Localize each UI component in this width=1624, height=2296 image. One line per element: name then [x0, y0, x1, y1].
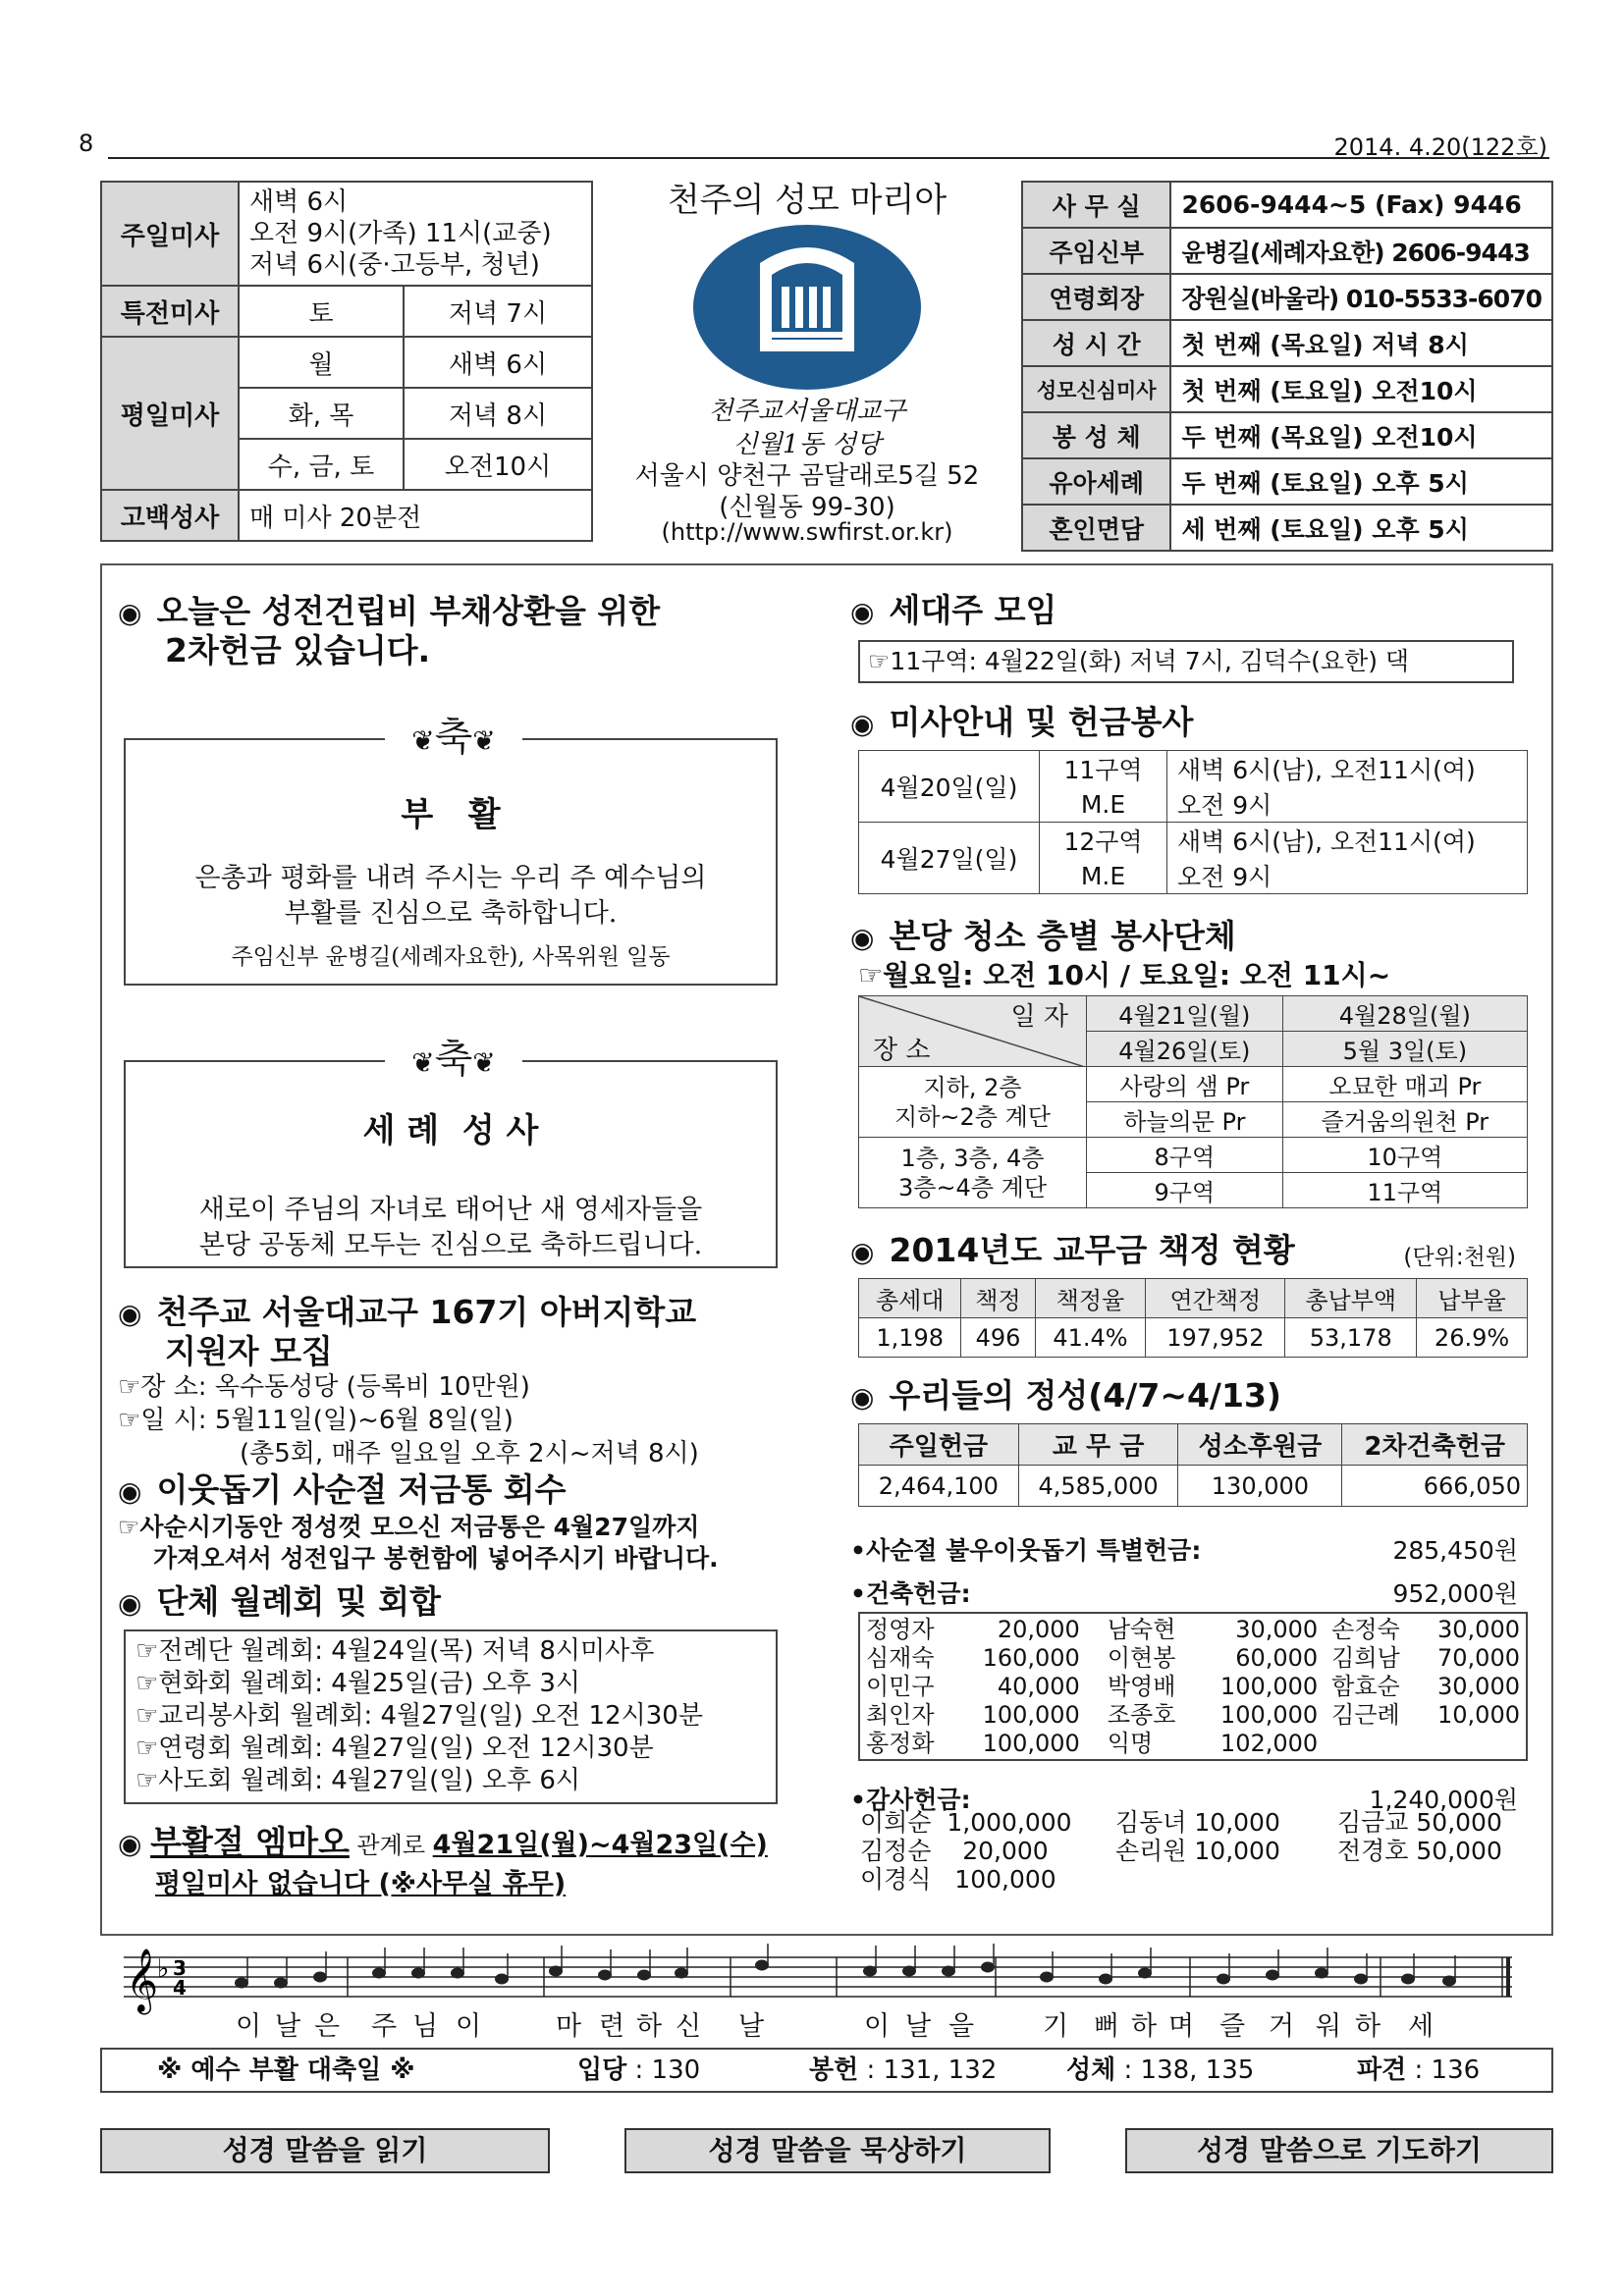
- piggy-line2: 가져오셔서 성전입구 봉헌함에 넣어주시기 바랍니다.: [153, 1544, 719, 1573]
- lyric-syllable: 주: [371, 2011, 398, 2042]
- piggy-bank-section: ◉ 이웃돕기 사순절 저금통 회수 ☞사순시기동안 정성껏 모으신 저금통은 4월27일까지 가져오셔서 성전입구 봉헌함에 넣어주시기 바랍니다.: [118, 1470, 825, 1575]
- groups-title: 단체 월례회 및 회합: [156, 1582, 441, 1621]
- church-address: 서울시 양천구 곰달래로5길 52: [634, 461, 980, 491]
- place-line: 1층, 3층, 4층: [900, 1144, 1045, 1172]
- hymn-dismissal: [1357, 2050, 1480, 2091]
- thanks-donors-table: [860, 1808, 1528, 1894]
- offering-value: 130,000: [1178, 1466, 1342, 1507]
- piggy-line1: ☞사순시기동안 정성껏 모으신 저금통은 4월27일까지: [118, 1513, 700, 1541]
- sunday-line: 오전 9시(가족) 11시(교중): [249, 219, 552, 248]
- place-line: 지하~2층 계단: [894, 1102, 1051, 1131]
- chuk-text: 축: [434, 715, 473, 760]
- piggy-title: 이웃돕기 사순절 저금통 회수: [156, 1470, 567, 1509]
- thanks-row: [860, 1865, 1528, 1894]
- lyric-syllable: 세: [1408, 2011, 1435, 2042]
- meeting-item: ☞연령회 월례회: 4월27일(일) 오전 12시30분: [135, 1734, 654, 1763]
- special-mass-day: 토: [239, 286, 404, 337]
- church-logo: [691, 224, 923, 391]
- clean-cell: 8구역: [1087, 1138, 1283, 1173]
- lyric-syllable: 님: [412, 2011, 439, 2042]
- thanks-entry: 손리원 10,000: [1115, 1837, 1280, 1865]
- donor-amount: 20,000: [997, 1616, 1080, 1643]
- office-value: 첫 번째 (토요일) 오전10시: [1170, 366, 1552, 412]
- dues-value: 41.4%: [1035, 1318, 1146, 1358]
- weekday-day: 월: [239, 337, 404, 388]
- serve-group: M.E: [1040, 858, 1167, 894]
- feast-title: ※ 예수 부활 대축일 ※: [157, 2056, 415, 2085]
- building-offering-value: 952,000원: [1392, 1579, 1518, 1608]
- lyric-syllable: 이: [236, 2011, 262, 2042]
- serve-group: M.E: [1040, 786, 1167, 823]
- lyric-syllable: 하: [1355, 2011, 1381, 2042]
- donor-row: [866, 1730, 1520, 1758]
- emmaus-line2: 평일미사 없습니다 (※사무실 휴무): [155, 1869, 567, 1899]
- dues-value: 197,952: [1146, 1318, 1285, 1358]
- office-value: 두 번째 (토요일) 오후 5시: [1170, 458, 1552, 505]
- music-staff: [114, 1944, 1516, 2042]
- sunday-mass-label: 주일미사: [101, 182, 239, 286]
- office-value: 두 번째 (목요일) 오전10시: [1170, 412, 1552, 458]
- time-sig-top: 3: [173, 1956, 187, 1980]
- group-meetings-box: [124, 1629, 778, 1804]
- meeting-item: ☞현화회 월례회: 4월25일(금) 오후 3시: [135, 1669, 580, 1698]
- lyric-syllable: 하: [1131, 2011, 1158, 2042]
- communion-value: : 138, 135: [1115, 2056, 1255, 2085]
- donor-amount: 40,000: [997, 1673, 1080, 1700]
- cleaning-table: [858, 995, 1528, 1208]
- note-head: [903, 1966, 916, 1976]
- group-meetings-title: ◉ 단체 월례회 및 회합: [118, 1582, 441, 1621]
- building-donors-table: [866, 1616, 1520, 1758]
- dues-value: 53,178: [1285, 1318, 1417, 1358]
- clean-cell: 하늘의문 Pr: [1087, 1102, 1283, 1138]
- thanks-entry: 김동녀 10,000: [1115, 1808, 1280, 1837]
- offering-header: 2차건축헌금: [1342, 1424, 1528, 1466]
- donor-amount: 100,000: [982, 1730, 1080, 1757]
- dues-header: 책정율: [1035, 1279, 1146, 1318]
- clean-cell: 사랑의 샘 Pr: [1087, 1067, 1283, 1102]
- clean-cell: 9구역: [1087, 1173, 1283, 1208]
- thanks-entry: [1337, 1865, 1528, 1894]
- thanks-entry: 이경식 100,000: [860, 1865, 1056, 1894]
- offering-value: 2,464,100: [859, 1466, 1019, 1507]
- clean-cell: 10구역: [1282, 1138, 1527, 1173]
- note-head: [452, 1968, 464, 1978]
- donor-amount: 30,000: [1437, 1616, 1520, 1643]
- lyric-syllable: 며: [1168, 2011, 1195, 2042]
- lyric-syllable: 기: [1043, 2011, 1069, 2042]
- laurel-left-icon: ❦: [411, 724, 435, 757]
- donor-name: 최인자: [866, 1701, 935, 1729]
- sunday-mass-times: [239, 182, 592, 286]
- note-head: [275, 1978, 288, 1988]
- cleaning-subtitle: ☞월요일: 오전 10시 / 토요일: 오전 11시~: [858, 959, 1391, 991]
- donor-name: 이민구: [866, 1673, 935, 1700]
- lyric-syllable: 이: [456, 2011, 482, 2042]
- offering-table: [858, 1423, 1528, 1507]
- weekday-time: 오전10시: [404, 439, 592, 490]
- serve-date: 4월20일(일): [859, 751, 1040, 823]
- easter-line2: 부활를 진심으로 축하합니다.: [284, 898, 618, 929]
- corner-top: 일 자: [1010, 1002, 1068, 1032]
- donor-name: 손정숙: [1331, 1616, 1400, 1643]
- dues-header: 납부율: [1417, 1279, 1528, 1318]
- donor-name: 이현봉: [1107, 1644, 1176, 1672]
- office-label: 유아세례: [1022, 458, 1170, 505]
- lyric-syllable: 날: [905, 2011, 932, 2042]
- entrance-value: : 130: [626, 2056, 701, 2085]
- serve-time: 새벽 6시(남), 오전11시(여): [1167, 823, 1528, 859]
- clean-place: [859, 1067, 1087, 1138]
- place-line: 3층~4층 계단: [897, 1173, 1047, 1201]
- household-meeting-box: ☞11구역: 4월22일(화) 저녁 7시, 김덕수(요한) 댁: [858, 640, 1514, 683]
- lent-offering-label: •사순절 불우이웃돕기 특별헌금:: [850, 1536, 1202, 1565]
- cleaning-title: ◉ 본당 청소 층별 봉사단체: [850, 917, 1236, 955]
- lyric-syllable: 즐: [1219, 2011, 1246, 2042]
- lent-offering-value: 285,450원: [1392, 1536, 1518, 1565]
- entrance-label: 입당: [577, 2056, 627, 2085]
- note-head: [638, 1970, 651, 1980]
- chuk-emblem: [385, 713, 522, 766]
- note-head: [314, 1972, 327, 1982]
- note-head: [236, 1978, 248, 1988]
- note-head: [550, 1966, 563, 1976]
- offering-value: 666,050: [1342, 1466, 1528, 1507]
- chuk-emblem: [385, 1035, 522, 1088]
- donor-row: [866, 1616, 1520, 1644]
- office-label: 성모신심미사: [1022, 366, 1170, 412]
- note-head: [982, 1962, 995, 1972]
- dismissal-label: 파견: [1357, 2056, 1407, 2085]
- clean-head: 4월28일(월): [1282, 996, 1527, 1032]
- donor-name: 김근례: [1331, 1701, 1400, 1729]
- note-head: [373, 1968, 386, 1978]
- church-parish: 신월1동 성당: [732, 430, 882, 459]
- hymn-communion: [1066, 2050, 1254, 2091]
- clean-cell: 11구역: [1282, 1173, 1527, 1208]
- school-place: ☞장 소: 옥수동성당 (등록비 10만원): [118, 1372, 530, 1402]
- dues-title: ◉ 2014년도 교무금 책정 현황: [850, 1231, 1295, 1269]
- note-head: [1402, 1974, 1415, 1984]
- pray-bible-button[interactable]: 성경 말씀으로 기도하기: [1125, 2128, 1553, 2173]
- clean-head: 4월21일(월): [1087, 996, 1283, 1032]
- easter-line1: 은총과 평화를 내려 주시는 우리 주 예수님의: [194, 863, 707, 893]
- building-offering-label: •건축헌금:: [850, 1579, 971, 1608]
- note-head: [496, 1974, 509, 1984]
- meditate-bible-button[interactable]: 성경 말씀을 묵상하기: [624, 2128, 1051, 2173]
- thanks-offering-value: 1,240,000원: [1369, 1786, 1518, 1814]
- serve-title: 미사안내 및 헌금봉사: [889, 703, 1194, 741]
- donor-name: 심재숙: [866, 1644, 935, 1672]
- lyric-syllable: 날: [275, 2011, 301, 2042]
- place-line: 지하, 2층: [923, 1073, 1022, 1101]
- special-mass-label: 특전미사: [101, 286, 239, 337]
- thanks-row: [860, 1808, 1528, 1837]
- church-title: 천주의 성모 마리아: [667, 181, 947, 220]
- lyric-syllable: 을: [948, 2011, 975, 2042]
- serve-date: 4월27일(일): [859, 823, 1040, 894]
- note-head: [1100, 1974, 1112, 1984]
- donor-row: [866, 1644, 1520, 1673]
- note-head: [1139, 1968, 1152, 1978]
- office-label: 봉 성 체: [1022, 412, 1170, 458]
- office-value: 첫 번째 (목요일) 저녁 8시: [1170, 320, 1552, 366]
- clean-place: [859, 1138, 1087, 1208]
- donor-name: 남숙현: [1107, 1616, 1176, 1643]
- hymn-bar: [100, 2048, 1553, 2093]
- easter-sign: 주임신부 윤병길(세례자요한), 사목위원 일동: [231, 944, 671, 970]
- office-label: 주임신부: [1022, 228, 1170, 274]
- weekday-time: 새벽 6시: [404, 337, 592, 388]
- thanks-entry: 김금교 50,000: [1337, 1808, 1502, 1837]
- thanks-entry: 이희순 1,000,000: [860, 1808, 1072, 1837]
- office-value: 윤병길(세례자요한) 2606-9443: [1170, 228, 1552, 274]
- read-bible-button[interactable]: 성경 말씀을 읽기: [100, 2128, 550, 2173]
- offering-title-text: 우리들의 정성(4/7~4/13): [889, 1376, 1281, 1415]
- donor-amount: 30,000: [1437, 1673, 1520, 1700]
- hymn-entrance: [577, 2050, 700, 2091]
- office-info-table: [1021, 181, 1553, 552]
- notice-second-collection: ◉ 오늘은 성전건립비 부채상환을 위한 2차헌금 있습니다.: [118, 593, 805, 669]
- note-head: [1267, 1970, 1279, 1980]
- special-mass-time: 저녁 7시: [404, 286, 592, 337]
- school-date2: (총5회, 매주 일요일 오후 2시~저녁 8시): [240, 1439, 699, 1468]
- confession-text: 매 미사 20분전: [239, 490, 592, 541]
- donor-name: [1331, 1730, 1417, 1758]
- meeting-item: ☞사도회 월례회: 4월27일(일) 오후 6시: [135, 1766, 580, 1795]
- lyric-syllable: 이: [864, 2011, 891, 2042]
- note-head: [676, 1968, 688, 1978]
- thanks-offering-label: •감사헌금:: [850, 1786, 971, 1814]
- laurel-right-icon: ❦: [472, 724, 496, 757]
- offertory-label: 봉헌: [809, 2056, 859, 2085]
- weekday-day: 화, 목: [239, 388, 404, 439]
- note-head: [943, 1966, 955, 1976]
- office-value: 장원실(바울라) 010-5533-6070: [1170, 274, 1552, 320]
- donor-amount: 70,000: [1437, 1644, 1520, 1672]
- emmaus-title: 부활절 엠마오: [150, 1823, 350, 1861]
- meeting-title: 세대주 모임: [889, 591, 1057, 629]
- dues-table: [858, 1278, 1528, 1358]
- thanks-entry: [1115, 1865, 1337, 1894]
- donor-amount: 30,000: [1235, 1616, 1319, 1643]
- donor-amount: 100,000: [1219, 1673, 1319, 1700]
- offering-title: ◉ 우리들의 정성(4/7~4/13): [850, 1376, 1281, 1415]
- emmaus-mid: 관계로: [349, 1832, 433, 1859]
- donor-name: 박영배: [1107, 1673, 1176, 1700]
- donor-amount: 100,000: [1219, 1701, 1319, 1729]
- note-head: [599, 1970, 612, 1980]
- offering-header: 성소후원금: [1178, 1424, 1342, 1466]
- donor-amount: [1417, 1730, 1520, 1758]
- lyric-syllable: 뻐: [1094, 2011, 1120, 2042]
- donor-amount: 100,000: [982, 1701, 1080, 1729]
- thanks-row: [860, 1837, 1528, 1865]
- dues-value: 496: [961, 1318, 1035, 1358]
- donor-name: 함효순: [1331, 1673, 1400, 1700]
- lyric-syllable: 거: [1269, 2011, 1295, 2042]
- office-label: 연령회장: [1022, 274, 1170, 320]
- donor-name: 조종호: [1107, 1701, 1176, 1729]
- lyric-syllable: 날: [738, 2011, 765, 2042]
- lyric-syllable: 은: [314, 2011, 341, 2042]
- offering-header: 주일헌금: [859, 1424, 1019, 1466]
- clean-head: 5월 3일(토): [1282, 1032, 1527, 1067]
- note-head: [1218, 1974, 1230, 1984]
- school-date: ☞일 시: 5월11일(일)~6월 8일(일): [118, 1406, 514, 1435]
- office-label: 혼인면담: [1022, 505, 1170, 551]
- serve-group: 11구역: [1040, 751, 1167, 787]
- household-meeting-title: ◉ 세대주 모임: [850, 591, 1057, 629]
- dues-header: 총세대: [859, 1279, 961, 1318]
- communion-label: 성체: [1066, 2056, 1116, 2085]
- clean-cell: 오묘한 매괴 Pr: [1282, 1067, 1527, 1102]
- donor-amount: 60,000: [1235, 1644, 1319, 1672]
- office-value: 세 번째 (토요일) 오후 5시: [1170, 505, 1552, 551]
- building-donors-box: [858, 1612, 1528, 1761]
- office-value: 2606-9444~5 (Fax) 9446: [1170, 182, 1552, 228]
- laurel-right-icon: ❦: [472, 1046, 496, 1079]
- weekday-mass-label: 평일미사: [101, 337, 239, 490]
- meeting-item: ☞교리봉사회 월례회: 4월27일(일) 오전 12시30분: [135, 1701, 703, 1731]
- laurel-left-icon: ❦: [411, 1046, 435, 1079]
- confession-label: 고백성사: [101, 490, 239, 541]
- dues-header: 연간책정: [1146, 1279, 1285, 1318]
- baptism-line1: 새로이 주님의 자녀로 태어난 새 영세자들을: [198, 1195, 703, 1225]
- serve-group: 12구역: [1040, 823, 1167, 859]
- office-label: 성 시 간: [1022, 320, 1170, 366]
- offering-value: 4,585,000: [1018, 1466, 1178, 1507]
- lyric-syllable: 신: [676, 2011, 702, 2042]
- emmaus-dates: 4월21일(월)~4월23일(수): [432, 1830, 768, 1860]
- lyric-syllable: 마: [556, 2011, 582, 2042]
- church-address-old: (신월동 99-30): [719, 493, 895, 522]
- baptism-card: [124, 1037, 778, 1268]
- church-website: (http://www.swfirst.or.kr): [661, 518, 953, 546]
- easter-card: [124, 715, 778, 986]
- notice-line: 2차헌금 있습니다.: [165, 631, 431, 669]
- note-head: [1443, 1976, 1456, 1986]
- serve-time: 새벽 6시(남), 오전11시(여): [1167, 751, 1528, 787]
- donor-row: [866, 1701, 1520, 1730]
- clean-corner: [859, 996, 1087, 1067]
- note-head: [864, 1966, 877, 1976]
- weekday-time: 저녁 8시: [404, 388, 592, 439]
- baptism-line2: 본당 공동체 모두는 진심으로 축하드립니다.: [198, 1230, 703, 1260]
- dues-header: 책정: [961, 1279, 1035, 1318]
- thanks-entry: 전경호 50,000: [1337, 1837, 1502, 1865]
- school-title2: 지원자 모집: [165, 1332, 333, 1370]
- issue-date: 2014. 4.20(122호): [1333, 133, 1547, 161]
- sunday-line: 저녁 6시(중·고등부, 청년): [249, 250, 540, 280]
- church-diocese: 천주교서울대교구: [708, 397, 906, 426]
- donor-row: [866, 1673, 1520, 1701]
- dues-value: 26.9%: [1417, 1318, 1528, 1358]
- donor-name: 홍정화: [866, 1730, 935, 1757]
- note-head: [1355, 1974, 1368, 1984]
- lyric-syllable: 련: [599, 2011, 625, 2042]
- serve-time: 오전 9시: [1167, 858, 1528, 894]
- clean-head: 4월26일(토): [1087, 1032, 1283, 1067]
- office-label: 사 무 실: [1022, 182, 1170, 228]
- notice-line: 오늘은 성전건립비 부채상환을 위한: [156, 592, 661, 630]
- easter-title: 부 활: [401, 795, 501, 834]
- offertory-value: : 131, 132: [858, 2056, 998, 2085]
- sunday-line: 새벽 6시: [249, 187, 349, 217]
- school-title: 천주교 서울대교구 167기 아버지학교: [156, 1293, 697, 1331]
- note-head: [1316, 1968, 1328, 1978]
- baptism-title: 세 례 성 사: [362, 1111, 539, 1150]
- chuk-text: 축: [434, 1037, 473, 1082]
- dues-unit: (단위:천원): [1403, 1245, 1516, 1270]
- dues-header: 총납부액: [1285, 1279, 1417, 1318]
- dues-title-text: 2014년도 교무금 책정 현황: [889, 1231, 1295, 1269]
- emmaus-notice: ◉ 부활절 엠마오 관계로 4월21일(월)~4월23일(수) 평일미사 없습니다 (※사무실 휴무): [118, 1824, 825, 1902]
- serve-time: 오전 9시: [1167, 786, 1528, 823]
- flat-icon: ♭: [157, 1954, 170, 1984]
- treble-clef-icon: 𝄞: [126, 1949, 159, 2012]
- meeting-item: ☞전례단 월례회: 4월24일(목) 저녁 8시미사후: [135, 1636, 655, 1666]
- donor-amount: 102,000: [1219, 1730, 1319, 1757]
- fathers-school-section: ◉ 천주교 서울대교구 167기 아버지학교 지원자 모집 ☞장 소: 옥수동성당 (등록비 10만원) ☞일 시: 5월11일(일)~6월 8일(일) (총5회, 매주 일요일 오후 2시~저녁 8시): [118, 1294, 805, 1470]
- corner-bottom: 장 소: [873, 1036, 931, 1065]
- note-head: [1041, 1972, 1054, 1982]
- donor-amount: 160,000: [982, 1644, 1080, 1672]
- note-head: [756, 1960, 769, 1970]
- thanks-entry: 김정순 20,000: [860, 1837, 1049, 1865]
- donor-name: 김희남: [1331, 1644, 1400, 1672]
- page-number: 8: [79, 130, 94, 157]
- lyric-syllable: 워: [1316, 2011, 1342, 2042]
- weekday-day: 수, 금, 토: [239, 439, 404, 490]
- donor-amount: 10,000: [1437, 1701, 1520, 1729]
- donor-name: 익명: [1107, 1730, 1154, 1757]
- mass-schedule-table: [100, 181, 593, 542]
- clean-title: 본당 청소 층별 봉사단체: [889, 917, 1236, 955]
- donor-name: 정영자: [866, 1616, 935, 1643]
- lyrics-row: [114, 2004, 1516, 2040]
- dues-value: 1,198: [859, 1318, 961, 1358]
- lyric-syllable: 하: [636, 2011, 663, 2042]
- time-sig-bottom: 4: [173, 1976, 187, 2000]
- mass-serve-title: ◉ 미사안내 및 헌금봉사: [850, 703, 1194, 741]
- mass-serve-table: [858, 750, 1528, 894]
- note-head: [412, 1968, 425, 1978]
- dismissal-value: : 136: [1406, 2056, 1481, 2085]
- offering-header: 교 무 금: [1018, 1424, 1178, 1466]
- clean-cell: 즐거움의원천 Pr: [1282, 1102, 1527, 1138]
- hymn-offertory: [809, 2050, 997, 2091]
